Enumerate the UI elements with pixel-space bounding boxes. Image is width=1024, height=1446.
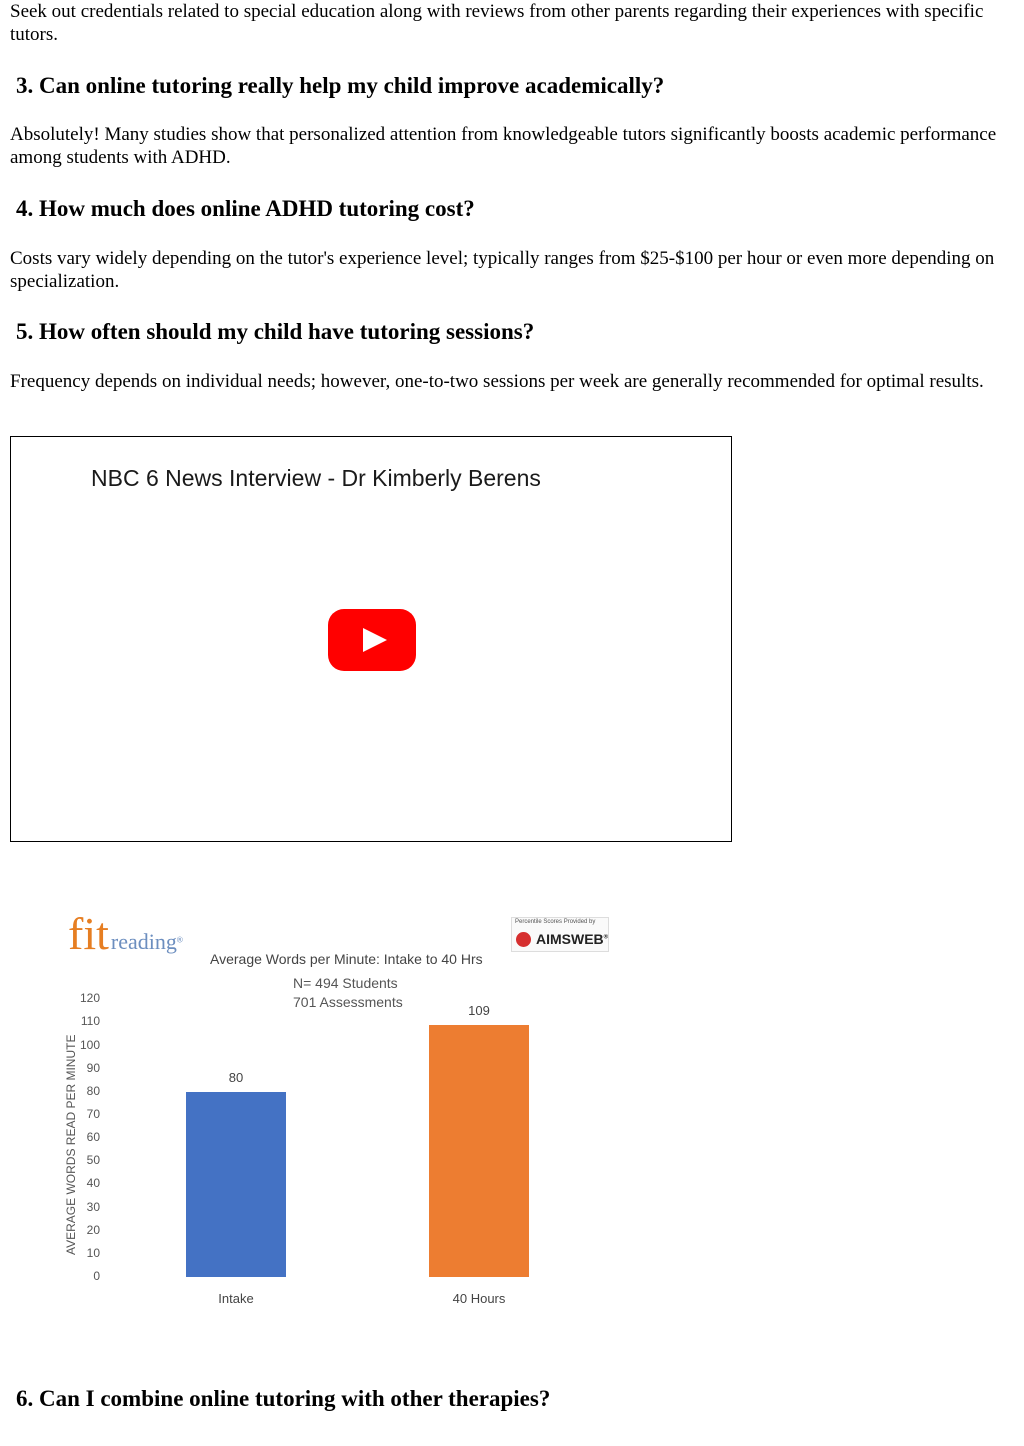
category-label: Intake [218, 1291, 254, 1306]
y-axis-label: AVERAGE WORDS READ PER MINUTE [64, 1034, 78, 1255]
aimsweb-logo [511, 917, 609, 952]
bar-40-hours [429, 1025, 529, 1277]
aimsweb-emblem-icon [516, 932, 531, 947]
y-tick-label: 10 [86, 1245, 100, 1260]
youtube-play-icon[interactable] [328, 609, 416, 671]
y-tick-label: 120 [79, 991, 100, 1006]
logo-registered-mark: ® [176, 935, 183, 945]
aimsweb-text: AIMSWEB® [536, 931, 609, 947]
y-tick-label: 90 [86, 1060, 100, 1075]
heading-q5: 5. How often should my child have tutoring sessions? [16, 319, 535, 344]
y-tick-label: 30 [86, 1199, 100, 1214]
y-tick-label: 40 [86, 1176, 100, 1191]
y-tick-label: 110 [80, 1014, 100, 1029]
y-tick-label: 100 [79, 1037, 100, 1052]
reading-chart-image [52, 905, 612, 1313]
y-tick-label: 60 [86, 1130, 100, 1145]
y-tick-label: 50 [86, 1153, 100, 1168]
y-tick-label: 80 [86, 1083, 100, 1098]
video-embed[interactable] [10, 436, 732, 842]
fit-reading-logo [68, 908, 183, 959]
bar-intake [186, 1092, 286, 1277]
y-tick-label: 0 [93, 1269, 100, 1283]
category-label: 40 Hours [452, 1291, 506, 1306]
heading-q3: 3. Can online tutoring really help my child improve academically? [16, 73, 665, 98]
paragraph-absolutely: Absolutely! Many studies show that personalized attention from knowledgeable tutors significantly boosts academic performance among students with ADHD. [10, 124, 997, 168]
chart-subtitle-assessments: 701 Assessments [293, 994, 403, 1010]
logo-fit-text: fit [68, 908, 109, 959]
aimsweb-caption: Percentile Scores Provided by [515, 919, 596, 925]
paragraph-frequency: Frequency depends on individual needs; however, one-to-two sessions per week are generally recommended for optimal results. [10, 371, 984, 392]
heading-q6: 6. Can I combine online tutoring with other therapies? [16, 1386, 551, 1411]
logo-reading-text: reading [110, 929, 177, 954]
heading-q4: 4. How much does online ADHD tutoring cost? [16, 196, 475, 221]
y-tick-label: 20 [86, 1222, 100, 1237]
paragraph-credentials: Seek out credentials related to special education along with reviews from other parents regarding their experiences with specific tutors. [10, 1, 984, 45]
paragraph-costs: Costs vary widely depending on the tutor's experience level; typically ranges from $25-$100 per hour or even more depending on specialization. [10, 248, 995, 292]
bar-value-label: 109 [468, 1002, 490, 1018]
bar-value-label: 80 [228, 1069, 244, 1085]
video-title[interactable]: NBC 6 News Interview - Dr Kimberly Berens [91, 465, 541, 491]
chart-title: Average Words per Minute: Intake to 40 Hrs [210, 951, 483, 967]
y-tick-label: 70 [86, 1106, 100, 1121]
chart-subtitle-students: N= 494 Students [293, 975, 398, 991]
